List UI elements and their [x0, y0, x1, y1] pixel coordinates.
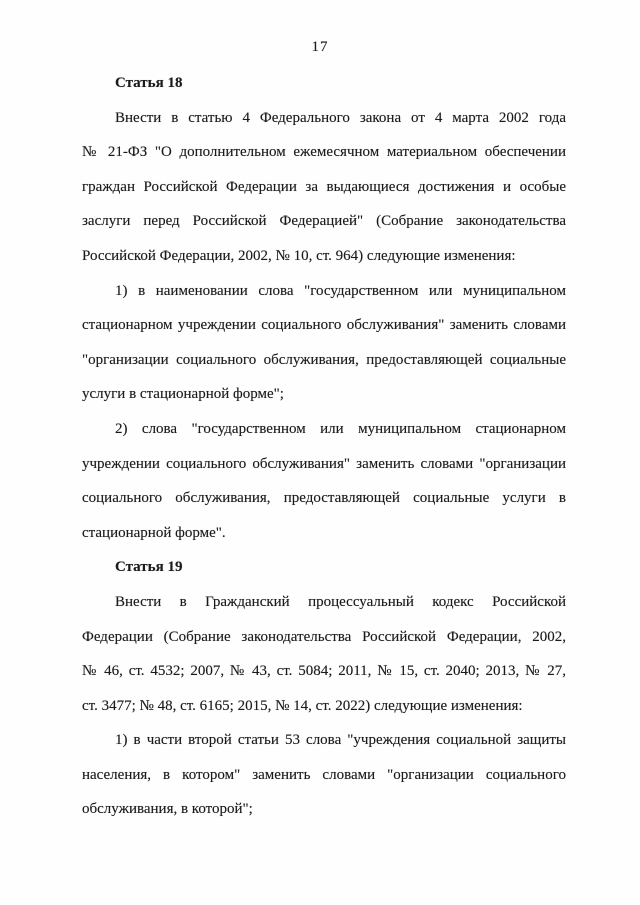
- paragraph-line: учреждении социального обслуживания" заменить словами "организации: [82, 455, 566, 472]
- paragraph-line: 2) слова "государственном или муниципальном стационарном: [115, 420, 566, 437]
- article-heading: Статья 19: [115, 559, 183, 576]
- paragraph-line: стационарной форме".: [82, 524, 226, 541]
- paragraph-line: 1) в наименовании слова "государственном или муниципальном: [115, 282, 566, 299]
- paragraph-line: 1) в части второй статьи 53 слова "учреждения социальной защиты: [115, 732, 566, 749]
- paragraph-line: граждан Российской Федерации за выдающиеся достижения и особые: [82, 178, 566, 195]
- paragraph-line: Внести в Гражданский процессуальный кодекс Российской: [115, 593, 566, 610]
- paragraph-line: заслуги перед Российской Федерацией" (Собрание законодательства: [82, 213, 566, 230]
- paragraph-line: Внести в статью 4 Федерального закона от 4 марта 2002 года: [115, 109, 566, 126]
- paragraph-line: социального обслуживания, предоставляющей социальные услуги в: [82, 490, 566, 507]
- page-number: 17: [311, 39, 329, 55]
- text-layer: [0, 58, 640, 827]
- paragraph-line: Федерации (Собрание законодательства Российской Федерации, 2002,: [82, 628, 566, 645]
- paragraph-line: "организации социального обслуживания, предоставляющей социальные: [82, 351, 566, 368]
- paragraph-line: № 21-ФЗ "О дополнительном ежемесячном материальном обеспечении: [82, 144, 566, 161]
- paragraph-line: ст. 3477; № 48, ст. 6165; 2015, № 14, ст. 2022) следующие изменения:: [82, 697, 523, 714]
- paragraph-line: населения, в котором" заменить словами "организации социального: [82, 766, 566, 783]
- paragraph-line: Российской Федерации, 2002, № 10, ст. 964) следующие изменения:: [82, 247, 516, 264]
- paragraph-line: обслуживания, в которой";: [82, 801, 253, 818]
- article-heading: Статья 18: [115, 75, 183, 91]
- paragraph-line: № 46, ст. 4532; 2007, № 43, ст. 5084; 2011, № 15, ст. 2040; 2013, № 27,: [82, 663, 566, 680]
- paragraph-line: услуги в стационарной форме";: [82, 386, 284, 403]
- paragraph-line: стационарном учреждении социального обслуживания" заменить словами: [82, 317, 566, 334]
